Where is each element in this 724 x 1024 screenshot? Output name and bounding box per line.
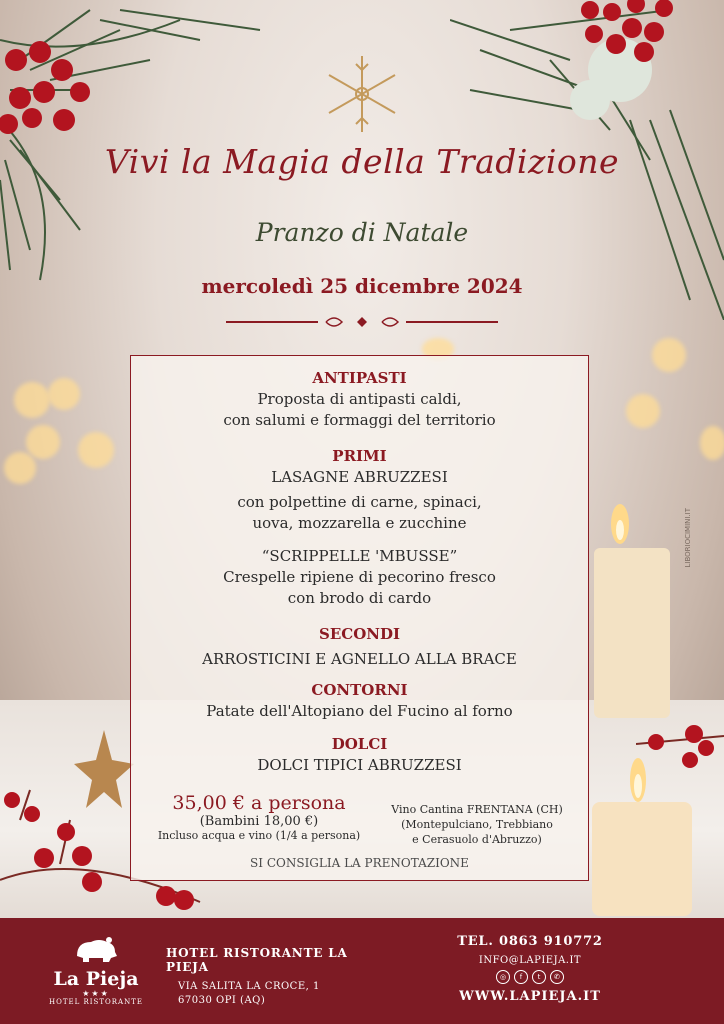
dish-description: con brodo di cardo (287, 589, 432, 607)
bokeh-light (78, 432, 114, 468)
section-secondi (131, 624, 588, 670)
bokeh-light (626, 394, 660, 428)
logo-brand: La Pieja (53, 968, 139, 990)
dish-name: LASAGNE ABRUZZESI (271, 468, 448, 486)
address-line: 67030 OPI (AQ) (178, 995, 266, 1006)
dish-description: uova, mozzarella e zucchine (252, 514, 467, 532)
ornamental-divider (226, 312, 498, 332)
dish-name: “SCRIPPELLE 'MBUSSE” (261, 547, 458, 565)
dish-name: DOLCI TIPICI ABRUZZESI (257, 756, 462, 774)
event-date: mercoledì 25 dicembre 2024 (201, 274, 523, 298)
section-heading: DOLCI (331, 735, 388, 753)
section-heading: ANTIPASTI (312, 369, 407, 387)
price-per-person: 35,00 € a persona (172, 792, 346, 814)
dish-description: Crespelle ripiene di pecorino fresco (223, 568, 496, 586)
booking-note: SI CONSIGLIA LA PRENOTAZIONE (250, 856, 469, 870)
wine-info (377, 802, 577, 847)
price-children: (Bambini 18,00 €) (199, 814, 319, 829)
designer-credit: LIBORIOCIMINI.IT (684, 508, 692, 568)
section-dolci (131, 734, 588, 776)
snowflake-icon (320, 52, 404, 136)
berry-branch-right (636, 714, 724, 780)
bokeh-light (14, 382, 50, 418)
logo-subtitle: HOTEL RISTORANTE (49, 998, 143, 1006)
hotel-name: HOTEL RISTORANTE LA PIEJA (166, 946, 348, 974)
section-heading: SECONDI (318, 625, 400, 643)
price-included: Incluso acqua e vino (1/4 a persona) (157, 829, 361, 842)
hotel-address (166, 946, 366, 1008)
bokeh-light (4, 452, 36, 484)
logo-stars: ★★★ (82, 989, 110, 998)
social-icons (440, 970, 620, 984)
twitter-icon[interactable]: t (532, 970, 546, 984)
event-title: Vivi la Magia della Tradizione (104, 142, 620, 181)
hotel-logo[interactable] (44, 934, 148, 1006)
email-link[interactable]: INFO@LAPIEJA.IT (478, 955, 582, 966)
bokeh-light (26, 425, 60, 459)
footer (0, 918, 724, 1024)
address-line: VIA SALITA LA CROCE, 1 (178, 981, 320, 992)
website-link[interactable]: WWW.LAPIEJA.IT (459, 989, 601, 1004)
star-cookie (74, 730, 134, 810)
section-heading: CONTORNI (311, 681, 408, 699)
whatsapp-icon[interactable]: ✆ (550, 970, 564, 984)
bokeh-light (48, 378, 80, 410)
dish-description: Proposta di antipasti caldi, (257, 390, 462, 408)
event-subtitle: Pranzo di Natale (255, 218, 469, 247)
bokeh-light (700, 426, 724, 460)
section-contorni (131, 680, 588, 722)
bokeh-light (652, 338, 686, 372)
facebook-icon[interactable]: f (514, 970, 528, 984)
contact-info (440, 934, 620, 1004)
section-primi (131, 446, 588, 609)
price-block (149, 792, 369, 843)
wine-line: Vino Cantina FRENTANA (CH) (391, 803, 563, 816)
instagram-icon[interactable]: ◎ (496, 970, 510, 984)
section-antipasti (131, 368, 588, 431)
section-heading: PRIMI (332, 447, 387, 465)
wine-line: e Cerasuolo d'Abruzzo) (412, 833, 542, 846)
bear-icon (73, 934, 119, 964)
dish-name: ARROSTICINI E AGNELLO ALLA BRACE (202, 650, 517, 668)
dish-description: con salumi e formaggi del territorio (223, 411, 496, 429)
wine-line: (Montepulciano, Trebbiano (401, 818, 553, 831)
phone-number[interactable]: TEL. 0863 910772 (457, 934, 603, 949)
dish-description: Patate dell'Altopiano del Fucino al forno (206, 702, 513, 720)
menu-card (130, 355, 589, 881)
dish-description: con polpettine di carne, spinaci, (237, 493, 482, 511)
candle-tall (588, 490, 678, 720)
